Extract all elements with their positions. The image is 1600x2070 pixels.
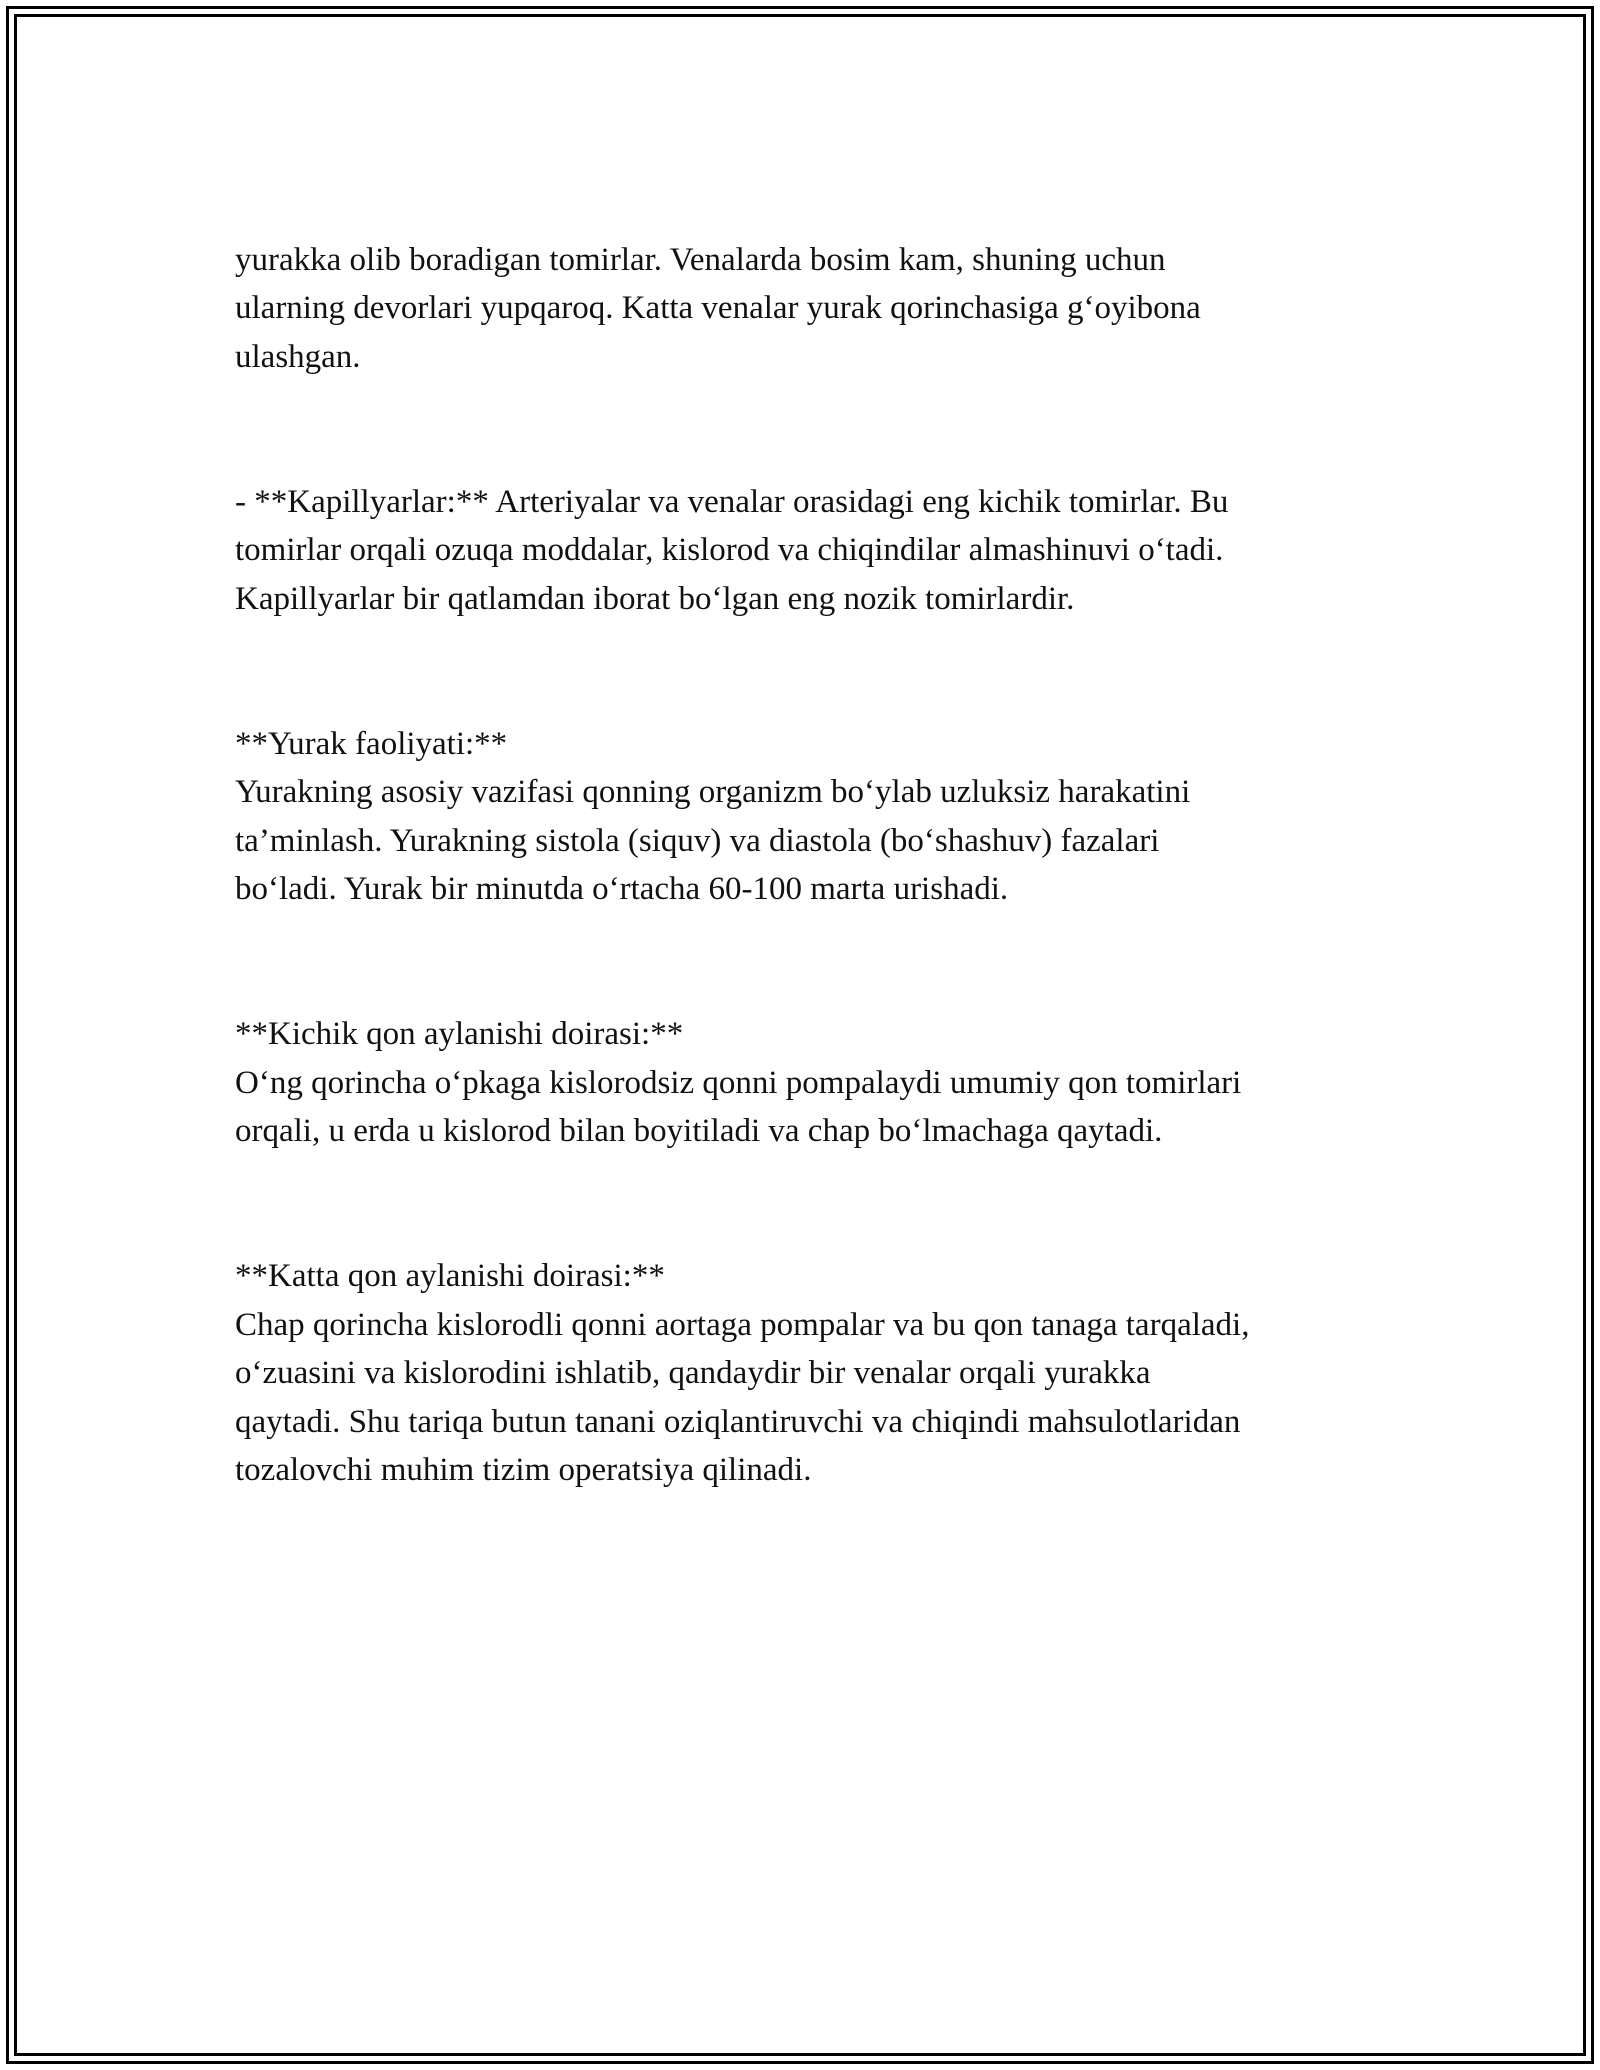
section-pulmonary-circulation bbox=[235, 962, 1365, 1156]
paragraph-text: - **Kapillyarlar:** Arteriyalar va venalar orasidagi eng kichik tomirlar. Bu tomirlar orqali ozuqa moddalar, kislorod va chiqindilar almashinuvi o‘tadi. Kapillyarlar bir qatlamdan iborat bo‘lgan eng nozik tomirlardir. bbox=[235, 483, 1229, 617]
section-heading: **Kichik qon aylanishi doirasi:** bbox=[235, 1016, 684, 1052]
paragraph-capillaries bbox=[235, 429, 1365, 623]
paragraph-text: O‘ng qorincha o‘pkaga kislorodsiz qonni pompalaydi umumiy qon tomirlari orqali, u erda u kislorod bilan boyitiladi va chap bo‘lmachaga qaytadi. bbox=[235, 1064, 1242, 1149]
paragraph-text: Chap qorincha kislorodli qonni aortaga pompalar va bu qon tanaga tarqaladi, o‘zuasini va kislorodini ishlatib, qandaydir bir venalar orqali yurakka qaytadi. Shu tariqa butun tanani oziqlantiruvchi va chiqindi mahsulotlaridan tozalovchi muhim tizim operatsiya qilinadi. bbox=[235, 1306, 1250, 1488]
section-heading: **Yurak faoliyati:** bbox=[235, 725, 508, 762]
paragraph-veins-continued bbox=[235, 187, 1365, 381]
paragraph-text: yurakka olib boradigan tomirlar. Venalarda bosim kam, shuning uchun ularning devorlari yupqaroq. Katta venalar yurak qorinchasiga g‘oyibona ulashgan. bbox=[235, 241, 1201, 375]
section-systemic-circulation bbox=[235, 1204, 1365, 1495]
section-heart-function bbox=[235, 671, 1365, 914]
document-body bbox=[235, 187, 1365, 1543]
paragraph-text: Yurakning asosiy vazifasi qonning organizm bo‘ylab uzluksiz harakatini ta’minlash. Yurakning sistola (siquv) va diastola (bo‘shashuv) fazalari bo‘ladi. Yurak bir minutda o‘rtacha 60-100 marta urishadi. bbox=[235, 774, 1191, 907]
section-heading: **Katta qon aylanishi doirasi:** bbox=[235, 1258, 665, 1294]
